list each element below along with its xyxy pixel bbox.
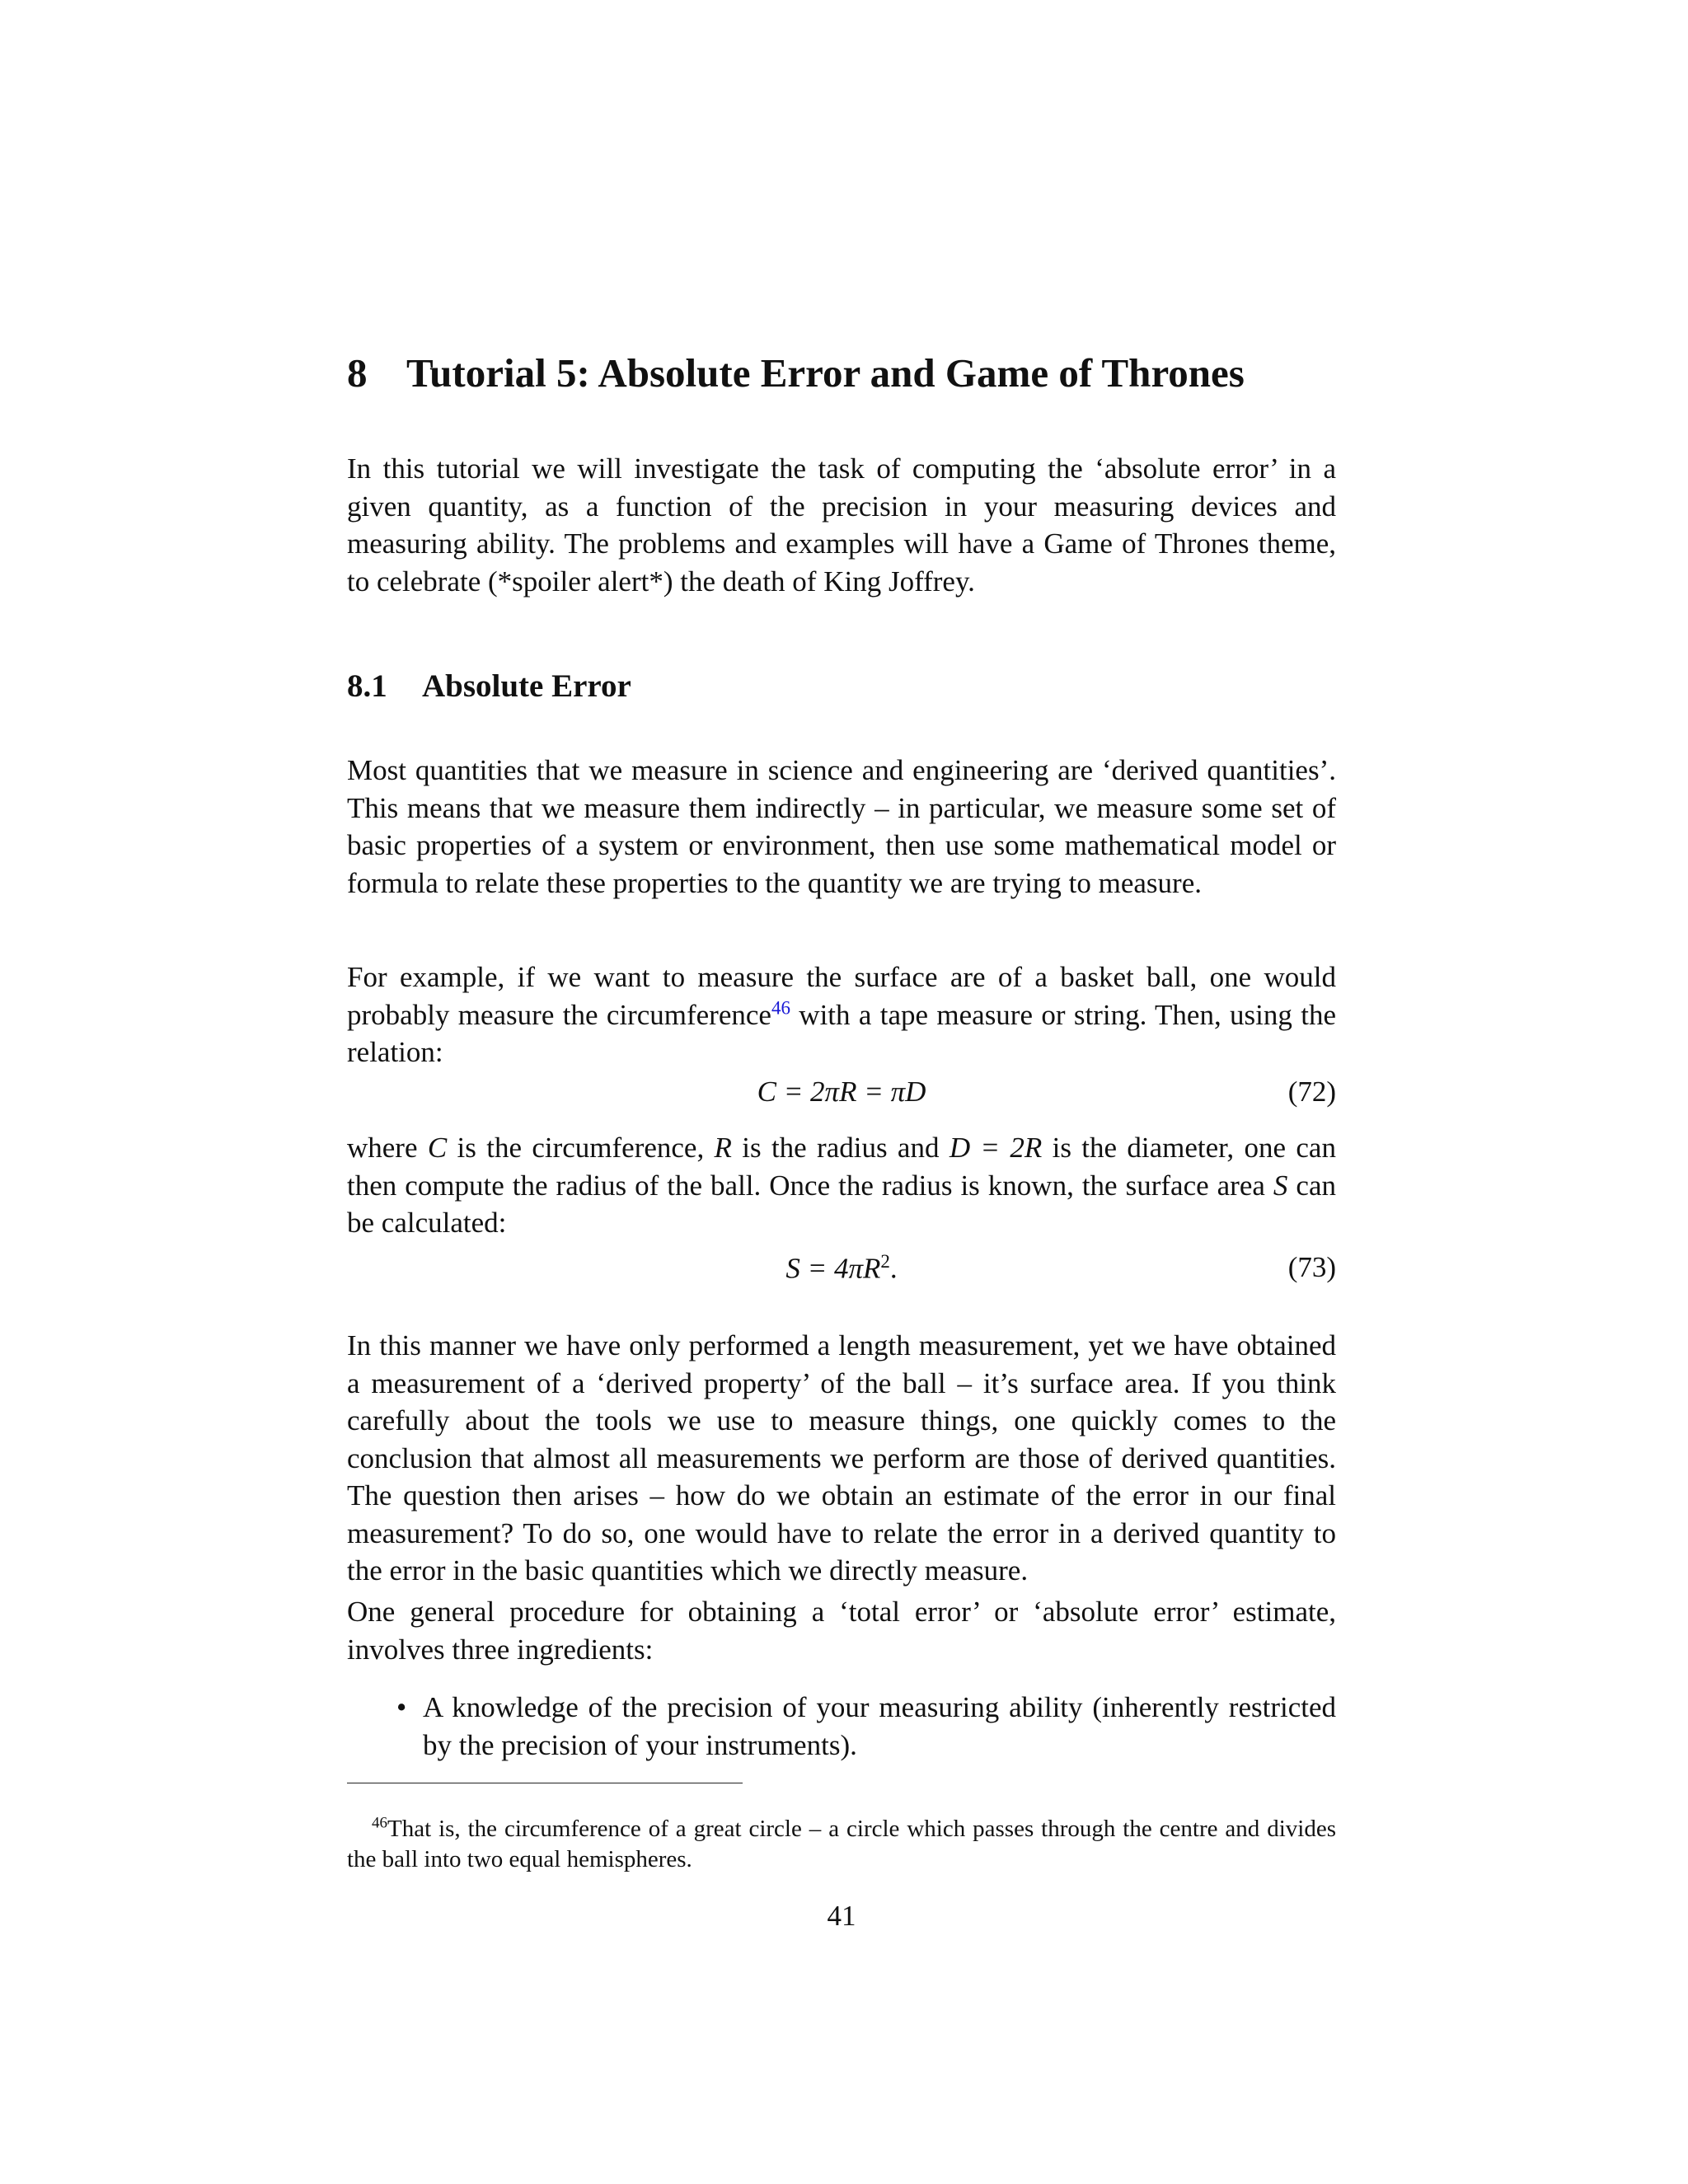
equation-73-number: (73) — [1287, 1251, 1336, 1283]
page-number: 41 — [827, 1900, 856, 1932]
footnote — [347, 1814, 1336, 1875]
equation-73 — [347, 1251, 1336, 1289]
example-text-after: with a tape measure or string. Then, using the relation: — [347, 998, 1337, 1068]
section-heading — [347, 349, 1245, 396]
where-paragraph: where C is the circumference, R is the radius and D = 2R is the diameter, one can then compute the radius of the ball. Once the radius is known, the surface area S can be calculated: — [347, 1132, 1336, 1239]
bullet-text: A knowledge of the precision of your measuring ability (inherently restricted by the precision of your instruments). — [423, 1691, 1336, 1761]
derived-quantities-paragraph: Most quantities that we measure in science and engineering are ‘derived quantities’. This means that we measure them indirectly – in particular, we measure some set of basic properties of a system or environment, then use some mathematical model or formula to relate these properties to the quantity we are trying to measure. — [347, 754, 1336, 899]
example-paragraph — [347, 958, 1336, 1071]
footnote-text: That is, the circumference of a great circle – a circle which passes through the centre and divides the ball into two equal hemispheres. — [347, 1816, 1336, 1872]
footnote-mark: 46 — [372, 1814, 387, 1832]
bullet-icon: • — [396, 1691, 407, 1723]
subsection-heading — [347, 668, 631, 705]
general-procedure-paragraph: One general procedure for obtaining a ‘total error’ or ‘absolute error’ estimate, involves three ingredients: — [347, 1596, 1336, 1666]
example-text-before: For example, if we want to measure the surface are of a basket ball, one would probably measure the circumference — [347, 961, 1336, 1031]
footnote-reference-link[interactable]: 46 — [771, 996, 790, 1018]
var-d-equals-2r: D = 2R — [949, 1132, 1043, 1164]
equation-72 — [347, 1076, 1336, 1113]
equation-72-number: (72) — [1287, 1076, 1336, 1108]
subsection-number: 8.1 — [347, 668, 387, 704]
section-title: Tutorial 5: Absolute Error and Game of Thrones — [406, 350, 1245, 396]
subsection-title: Absolute Error — [422, 668, 631, 704]
document-page — [347, 0, 1336, 2184]
var-c: C — [427, 1132, 448, 1164]
equation-73-body: $S = 4\pi R^2$. — [785, 1251, 898, 1285]
var-s: S — [1273, 1169, 1288, 1202]
intro-paragraph: In this tutorial we will investigate the task of computing the ‘absolute error’ in a given quantity, as a function of the precision in your measuring devices and measuring ability. The problems and examples will have a Game of Thrones theme, to celebrate (*spoiler alert*) the death of King Joffrey. — [347, 452, 1336, 598]
manner-paragraph: In this manner we have only performed a length measurement, yet we have obtained a measurement of a ‘derived property’ of the ball – it’s surface area. If you think carefully about the tools we use to measure things, one quickly comes to the conclusion that almost all measurements we perform are those of derived quantities. The question then arises – how do we obtain an estimate of the error in our final measurement? To do so, one would have to relate the error in a derived quantity to the error in the basic quantities which we directly measure. — [347, 1329, 1336, 1586]
equation-72-body: C = 2πR = πD — [757, 1076, 926, 1108]
section-number: 8 — [347, 350, 368, 396]
var-r: R — [714, 1132, 732, 1164]
